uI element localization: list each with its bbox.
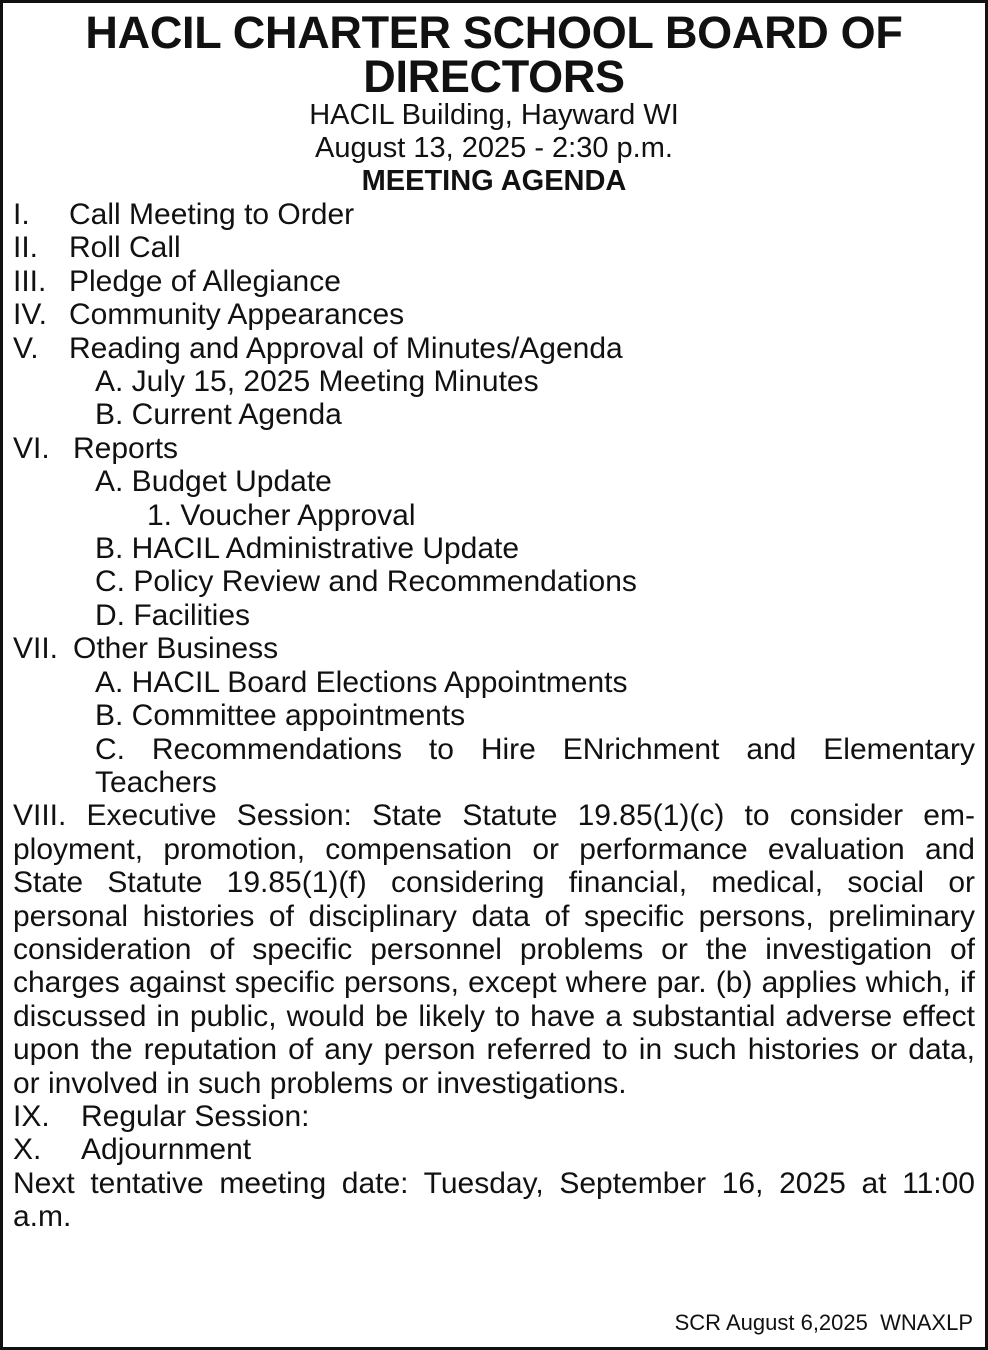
meeting-location: HACIL Building, Hayward WI [309, 99, 679, 131]
agenda-item-executive-session: VIII. Executive Session: State Statute 19.85(1)(c) to consider employment, promotion, compensation or performance evaluation and State Statute 19.85(1)(f) considering financial, medical, social or personal histories of disciplinary data of specific persons, preliminary consideration of specific personnel problems or the investigation of charges against specific persons, except where par. (b) applies which, if discussed in public, would be likely to have a substantial adverse effect upon the reputation of any person referred to in such histories or data, or involved in such problems or investigations. [13, 799, 975, 1100]
agenda-heading: MEETING AGENDA [361, 165, 627, 197]
agenda-item-pledge [13, 265, 975, 298]
agenda-item-community-appearances [13, 298, 975, 331]
subitem-board-elections: A. HACIL Board Elections Appointments [95, 665, 628, 699]
agenda-item-call-to-order [13, 198, 975, 231]
agenda-item-minutes-agenda [13, 332, 975, 365]
item-number: I. [13, 198, 30, 231]
subitem-hire-recommendations: C. Recommendations to Hire ENrichment and Elementary Teachers [95, 732, 975, 799]
title-line-1: HACIL CHARTER SCHOOL BOARD OF [85, 7, 903, 58]
item-number: II. [13, 231, 39, 265]
subitem-voucher-approval: 1. Voucher Approval [147, 498, 416, 532]
title-line-2: DIRECTORS [363, 51, 625, 102]
item-number: III. [13, 264, 47, 298]
item-number: IX. [13, 1099, 50, 1133]
item-label: Call Meeting to Order [69, 198, 355, 231]
agenda-item-adjournment [13, 1133, 975, 1166]
notice-title [3, 7, 985, 102]
subitem-meeting-minutes: A. July 15, 2025 Meeting Minutes [95, 365, 539, 399]
item-number: VI. [13, 431, 50, 465]
item-label: Pledge of Allegiance [69, 264, 341, 298]
next-meeting-date: Next tentative meeting date: Tuesday, September 16, 2025 at 11:00 a.m. [13, 1166, 975, 1234]
subitem-current-agenda: B. Current Agenda [95, 398, 342, 432]
agenda-item-reports [13, 432, 975, 465]
subitem-committee-appointments: B. Committee appointments [95, 699, 466, 733]
item-label: Reading and Approval of Minutes/Agenda [69, 331, 623, 365]
agenda-item-other-business [13, 632, 975, 665]
subitem-budget-update: A. Budget Update [95, 465, 332, 499]
agenda-item-roll-call [13, 231, 975, 264]
subitem-administrative-update: B. HACIL Administrative Update [95, 532, 520, 566]
meeting-datetime: August 13, 2025 - 2:30 p.m. [315, 132, 673, 164]
publication-line: SCR August 6,2025 WNAXLP [674, 1310, 973, 1335]
item-label: Regular Session: [81, 1099, 310, 1133]
item-label: Roll Call [69, 231, 181, 265]
item-number: X. [13, 1133, 42, 1167]
item-label: Other Business [73, 632, 279, 666]
agenda-list [3, 198, 985, 1234]
item-number: VII. [13, 632, 59, 666]
item-label: Reports [73, 431, 179, 465]
item-number: V. [13, 331, 39, 365]
agenda-item-regular-session [13, 1100, 975, 1133]
item-label: Adjournment [81, 1133, 252, 1167]
subitem-policy-review: C. Policy Review and Recommendations [95, 565, 637, 599]
item-label: Community Appearances [69, 298, 405, 332]
item-number: IV. [13, 298, 47, 332]
subitem-facilities: D. Facilities [95, 598, 251, 632]
